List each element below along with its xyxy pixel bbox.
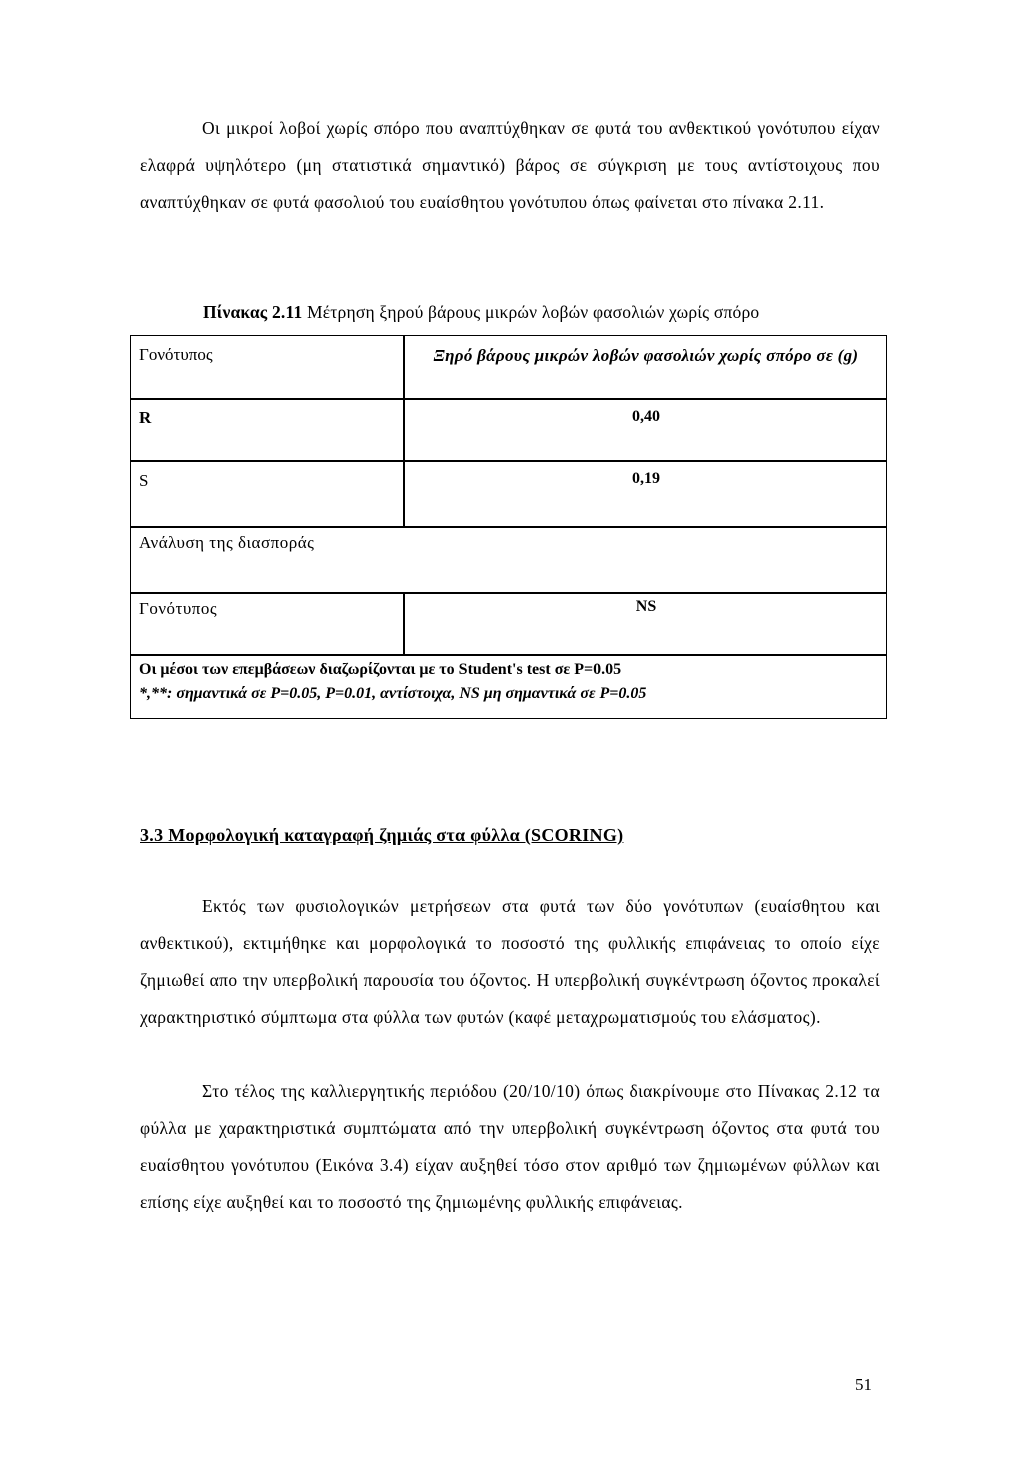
table-note-2: *,**: σημαντικά σε P=0.05, P=0.01, αντίστοιχα, NS μη σημαντικά σε P=0.05 — [139, 685, 647, 702]
table-rule — [131, 526, 886, 528]
results-table — [130, 335, 887, 719]
intro-paragraph: Οι μικροί λοβοί χωρίς σπόρο που αναπτύχθηκαν σε φυτά του ανθεκτικού γονότυπου είχαν ελαφρά υψηλότερο (μη στατιστικά σημαντικό) βάρος σε σύγκριση με τους αντίστοιχους που αναπτύχθηκαν σε φυτά φασολιού του ευαίσθητου γονότυπου όπως φαίνεται στο πίνακα 2.11. — [140, 118, 880, 212]
section-heading: 3.3 Μορφολογική καταγραφή ζημιάς στα φύλλα (SCORING) — [140, 825, 624, 845]
anova-label: Ανάλυση της διασποράς — [139, 533, 315, 552]
table-column-rule — [403, 336, 405, 526]
row-value-r: 0,40 — [632, 408, 660, 425]
table-rule — [131, 592, 886, 594]
paragraph-3: Στο τέλος της καλλιεργητικής περιόδου (20/10/10) όπως διακρίνουμε στο Πίνακας 2.12 τα φύλλα με χαρακτηριστικά συμπτώματα από την υπερβολική συγκέντρωση όζοντος στα φυτά του ευαίσθητου γονότυπου (Εικόνα 3.4) είχαν αυξηθεί τόσο στον αριθμό των ζημιωμένων φύλλων και επίσης είχε αυξηθεί και το ποσοστό της ζημιωμένης φυλλικής επιφάνειας. — [140, 1081, 880, 1212]
paragraph-2: Εκτός των φυσιολογικών μετρήσεων στα φυτά των δύο γονότυπων (ευαίσθητου και ανθεκτικού), εκτιμήθηκε και μορφολογικά το ποσοστό της φυλλικής επιφάνειας το οποίο είχε ζημιωθεί απο την υπερβολική παρουσία του όζοντος. Η υπερβολική συγκέντρωση όζοντος προκαλεί χαρακτηριστικό σύμπτωμα στα φύλλα των φυτών (καφέ μεταχρωματισμούς του ελάσματος). — [140, 896, 880, 1027]
row-value-s: 0,19 — [632, 470, 660, 487]
anova-genotype-label: Γονότυπος — [139, 599, 218, 618]
anova-genotype-value: NS — [635, 598, 657, 615]
row-genotype-r: R — [139, 408, 152, 427]
table-caption-number: Πίνακας 2.11 — [203, 302, 303, 322]
table-rule — [131, 460, 886, 462]
row-genotype-s: S — [139, 471, 149, 490]
table-column-rule — [403, 592, 405, 654]
table-rule — [131, 654, 886, 656]
page-number: 51 — [855, 1375, 872, 1394]
table-rule — [131, 398, 886, 400]
table-note-1: Οι μέσοι των επεμβάσεων διαζωρίζονται με το Student's test σε P=0.05 — [139, 661, 622, 678]
table-caption-text: Μέτρηση ξηρού βάρους μικρών λοβών φασολιών χωρίς σπόρο — [302, 302, 760, 322]
table-caption — [203, 298, 863, 326]
header-dry-weight: Ξηρό βάρους μικρών λοβών φασολιών χωρίς σπόρο σε (g) — [433, 346, 859, 365]
header-genotype: Γονότυπος — [139, 345, 213, 364]
